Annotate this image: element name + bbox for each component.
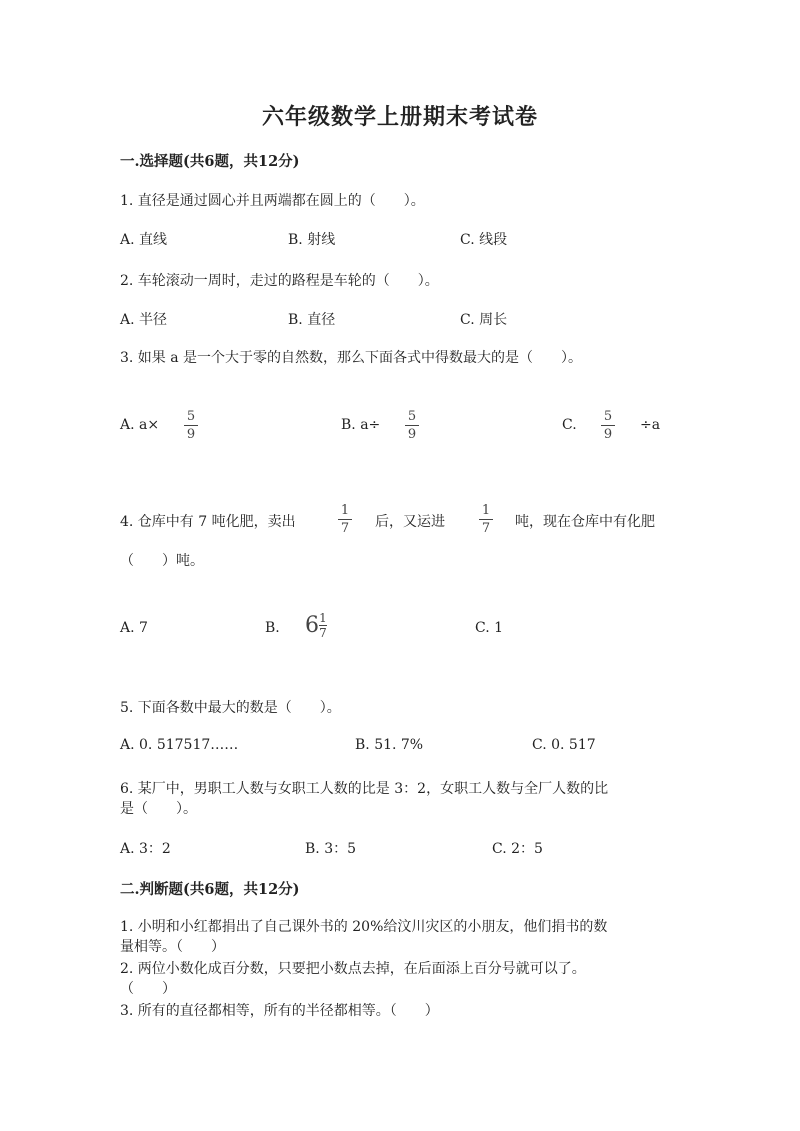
question-4-option-b-mixed-number: 6 1 7 (305, 611, 327, 640)
question-5-option-c: C. 0. 517 (532, 737, 596, 753)
question-4-text-part4: （ ）吨。 (120, 553, 204, 569)
question-6-text-line2: 是（ ）。 (120, 801, 197, 817)
question-3-option-a: A. a× (120, 417, 160, 433)
question-3-option-b: B. a÷ (341, 417, 381, 433)
judgement-1-line1: 1. 小明和小红都捐出了自己课外书的 20%给汶川灾区的小朋友，他们捐书的数 (120, 919, 608, 935)
question-3-option-c-fraction: 5 9 (599, 409, 617, 442)
judgement-2-line1: 2. 两位小数化成百分数，只要把小数点去掉，在后面添上百分号就可以了。 (120, 961, 586, 977)
page-title: 六年级数学上册期末考试卷 (261, 104, 538, 130)
question-4-option-c: C. 1 (475, 620, 504, 636)
question-6-text-line1: 6. 某厂中，男职工人数与女职工人数的比是 3：2，女职工人数与全厂人数的比 (120, 781, 609, 797)
question-6-option-c: C. 2：5 (492, 841, 543, 857)
question-4-text-part2: 后，又运进 (375, 514, 445, 530)
question-5-text: 5. 下面各数中最大的数是（ ）。 (120, 700, 341, 716)
section-heading-judgement: 二.判断题(共6题，共12分) (120, 881, 300, 898)
question-4-text-part3: 吨，现在仓库中有化肥 (515, 514, 655, 530)
question-3-text: 3. 如果 a 是一个大于零的自然数，那么下面各式中得数最大的是（ ）。 (120, 350, 583, 366)
judgement-3-text: 3. 所有的直径都相等，所有的半径都相等。（ ） (120, 1003, 439, 1019)
question-2-option-a: A. 半径 (120, 312, 168, 328)
question-4-text-part1: 4. 仓库中有 7 吨化肥，卖出 (120, 514, 296, 530)
question-1-option-a: A. 直线 (120, 232, 168, 248)
question-6-option-a: A. 3：2 (120, 841, 171, 857)
question-1-text: 1. 直径是通过圆心并且两端都在圆上的（ ）。 (120, 193, 425, 209)
question-5-option-b: B. 51. 7% (355, 737, 424, 753)
question-2-text: 2. 车轮滚动一周时，走过的路程是车轮的（ ）。 (120, 273, 439, 289)
question-1-option-c: C. 线段 (460, 232, 508, 248)
question-3-option-c: C. (562, 417, 577, 433)
judgement-1-line2: 量相等。（ ） (120, 939, 225, 955)
question-3-option-a-fraction: 5 9 (182, 409, 200, 442)
question-6-option-b: B. 3：5 (305, 841, 357, 857)
question-4-fraction-sold: 1 7 (336, 503, 354, 536)
question-4-fraction-added: 1 7 (477, 503, 495, 536)
question-3-option-b-fraction: 5 9 (403, 409, 421, 442)
judgement-2-line2: （ ） (120, 981, 176, 997)
question-3-option-c-tail: ÷a (640, 417, 661, 433)
question-1-option-b: B. 射线 (288, 232, 336, 248)
section-heading-choice: 一.选择题(共6题，共12分) (120, 153, 300, 170)
question-4-option-b: B. (265, 620, 280, 636)
question-2-option-c: C. 周长 (460, 312, 508, 328)
question-4-option-a: A. 7 (120, 620, 148, 636)
question-2-option-b: B. 直径 (288, 312, 336, 328)
question-5-option-a: A. 0. 517517…… (120, 737, 239, 753)
